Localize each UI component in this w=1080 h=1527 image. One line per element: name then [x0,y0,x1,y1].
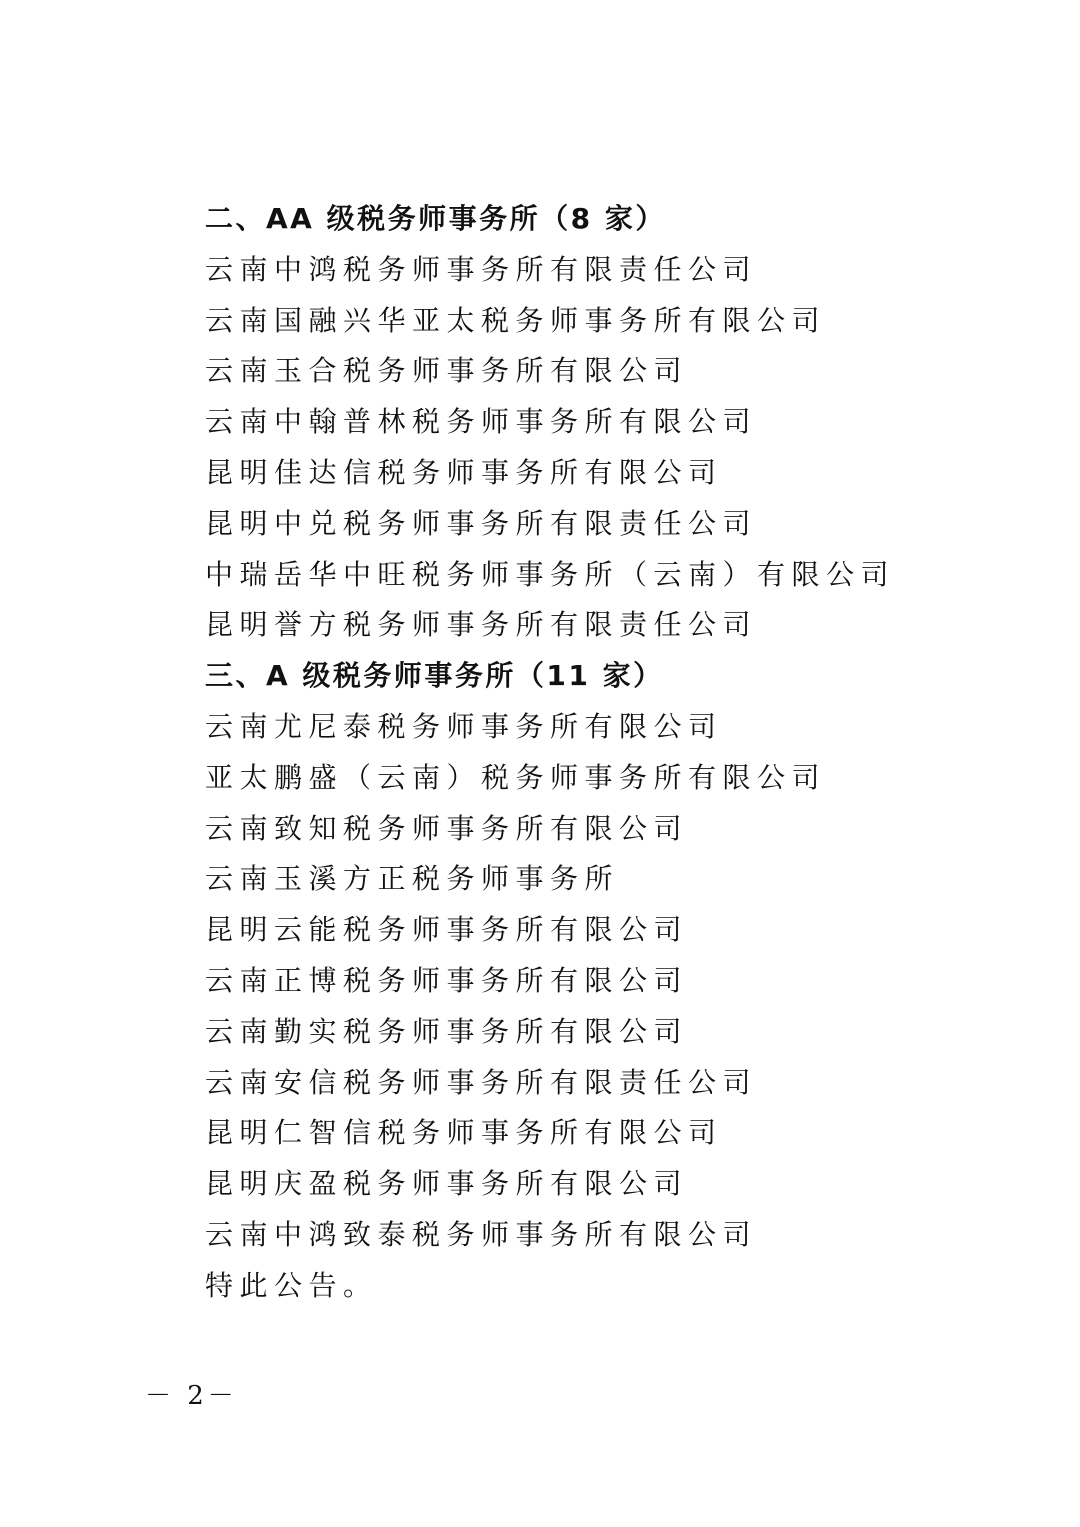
list-item: 云南尤尼泰税务师事务所有限公司 [205,709,723,743]
firm-list-a [205,702,1025,1261]
list-item: 云南中鸿税务师事务所有限责任公司 [205,252,758,286]
closing-statement: 特此公告。 [205,1268,378,1302]
list-item: 云南安信税务师事务所有限责任公司 [205,1065,758,1099]
list-item: 云南国融兴华亚太税务师事务所有限公司 [205,303,827,337]
list-item: 云南中鸿致泰税务师事务所有限公司 [205,1217,758,1251]
list-item: 亚太鹏盛（云南）税务师事务所有限公司 [205,760,827,794]
list-item: 云南玉溪方正税务师事务所 [205,862,620,896]
section-heading-a: 三、A 级税务师事务所（11 家） [205,659,664,693]
list-item: 昆明仁智信税务师事务所有限公司 [205,1116,723,1150]
list-item: 昆明云能税务师事务所有限公司 [205,913,689,947]
list-item: 昆明誉方税务师事务所有限责任公司 [205,608,758,642]
list-item: 中瑞岳华中旺税务师事务所（云南）有限公司 [205,557,896,591]
list-item: 昆明庆盈税务师事务所有限公司 [205,1167,689,1201]
document-body [205,194,1025,1312]
page-number: － 2－ [145,1381,238,1411]
list-item: 昆明中兑税务师事务所有限责任公司 [205,506,758,540]
section-heading-aa: 二、AA 级税务师事务所（8 家） [205,202,666,235]
list-item: 昆明佳达信税务师事务所有限公司 [205,455,723,489]
list-item: 云南致知税务师事务所有限公司 [205,811,689,845]
list-item: 云南正博税务师事务所有限公司 [205,963,689,997]
list-item: 云南勤实税务师事务所有限公司 [205,1014,689,1048]
firm-list-aa [205,245,1025,651]
list-item: 云南玉合税务师事务所有限公司 [205,354,689,388]
list-item: 云南中翰普林税务师事务所有限公司 [205,405,758,439]
